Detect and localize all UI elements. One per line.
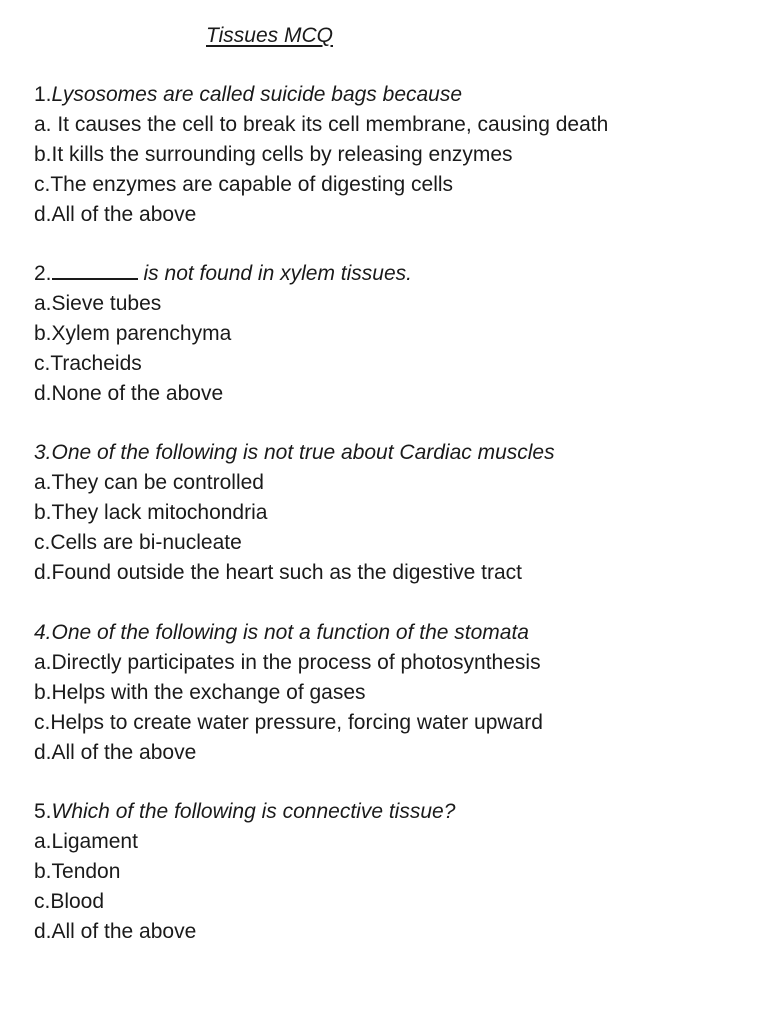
- option-c: c.The enzymes are capable of digesting cells: [34, 173, 454, 196]
- question-text: One of the following is not a function of the stomata: [51, 621, 529, 644]
- option-b: b.Helps with the exchange of gases: [34, 681, 366, 704]
- option-c: c.Helps to create water pressure, forcing water upward: [34, 711, 543, 734]
- question-text: One of the following is not true about Cardiac muscles: [51, 441, 555, 464]
- option-a: a.Ligament: [34, 830, 138, 853]
- question-1-stem: [34, 80, 754, 110]
- document-title: Tissues MCQ: [206, 24, 333, 47]
- option-b: b.Xylem parenchyma: [34, 322, 232, 345]
- question-text: Which of the following is connective tissue?: [51, 800, 456, 823]
- option-a: a.Sieve tubes: [34, 292, 162, 315]
- question-4: [34, 618, 754, 768]
- option-d: d.None of the above: [34, 382, 224, 405]
- question-text: is not found in xylem tissues.: [143, 262, 412, 285]
- option-a: a.Directly participates in the process of photosynthesis: [34, 651, 541, 674]
- option-c: c.Tracheids: [34, 352, 142, 375]
- question-3: [34, 438, 754, 588]
- question-1: [34, 80, 754, 230]
- question-number: 5.: [34, 800, 52, 823]
- option-d: d.Found outside the heart such as the digestive tract: [34, 561, 522, 584]
- question-5: [34, 797, 754, 947]
- question-number: 2.: [34, 262, 52, 285]
- option-d: d.All of the above: [34, 920, 197, 943]
- question-text: Lysosomes are called suicide bags because: [51, 83, 463, 106]
- option-c: c.Cells are bi-nucleate: [34, 531, 242, 554]
- question-2-stem: [34, 259, 754, 289]
- question-number: 3.: [34, 441, 52, 464]
- question-2: [34, 259, 754, 409]
- option-b: b.They lack mitochondria: [34, 501, 268, 524]
- option-a: a. It causes the cell to break its cell membrane, causing death: [34, 113, 609, 136]
- option-b: b.Tendon: [34, 860, 121, 883]
- option-d: d.All of the above: [34, 203, 197, 226]
- option-d: d.All of the above: [34, 741, 197, 764]
- fill-in-blank: [52, 260, 138, 280]
- question-4-stem: [34, 618, 754, 648]
- question-5-stem: [34, 797, 754, 827]
- question-3-stem: [34, 438, 754, 468]
- option-c: c.Blood: [34, 890, 105, 913]
- option-a: a.They can be controlled: [34, 471, 264, 494]
- option-b: b.It kills the surrounding cells by releasing enzymes: [34, 143, 513, 166]
- question-number: 4.: [34, 621, 52, 644]
- question-number: 1.: [34, 83, 52, 106]
